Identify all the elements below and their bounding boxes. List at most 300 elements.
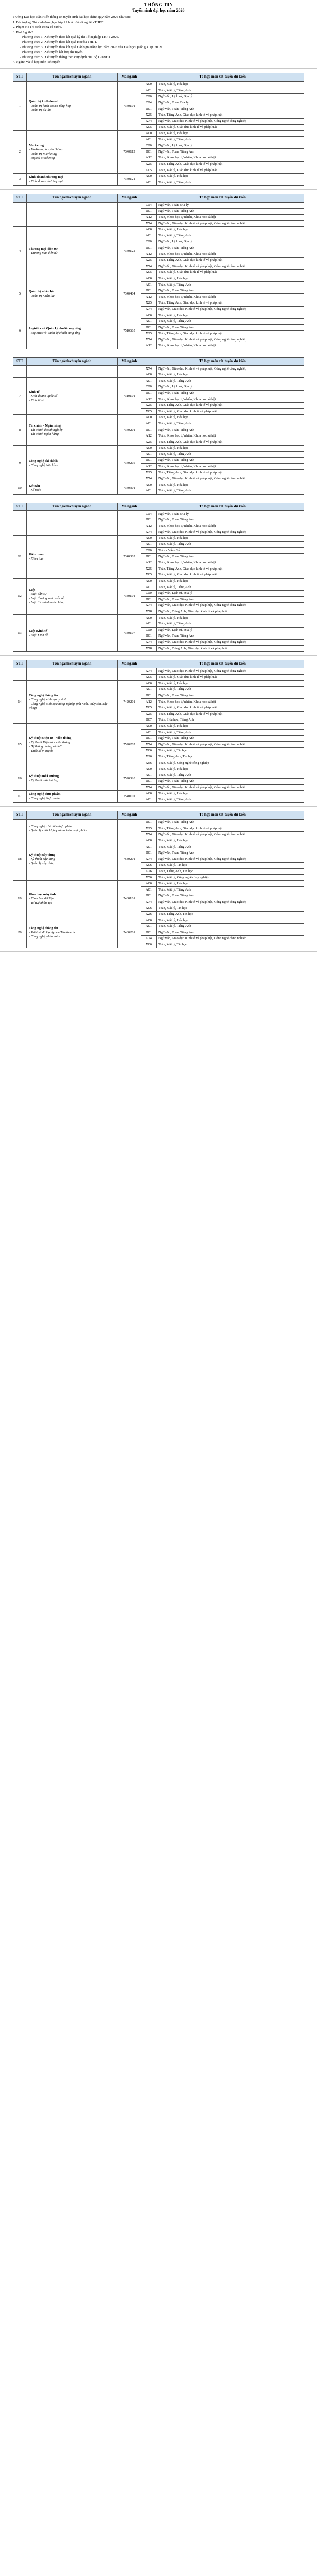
combo-subjects: Ngữ văn, Toán, Tiếng Anh xyxy=(157,930,304,936)
major-stt xyxy=(13,366,27,378)
header-stt: STT xyxy=(13,194,27,202)
combo-subjects: Toán, Vật lý, Hóa học xyxy=(157,615,304,621)
combo-code: D01 xyxy=(141,819,157,826)
combo-subjects: Toán, Vật lý, Tiếng Anh xyxy=(157,451,304,458)
specialization: - Công nghệ chế biến thực phẩm xyxy=(29,824,73,828)
combo-code: D01 xyxy=(141,850,157,856)
major-name: Công nghệ thông tin xyxy=(29,693,58,697)
combo-code: D01 xyxy=(141,245,157,251)
table-row xyxy=(13,202,304,209)
table-header-row xyxy=(13,660,304,668)
combo-subjects: Ngữ văn, Giáo dục Kinh tế và pháp luật, Công nghệ công nghiệp xyxy=(157,118,304,125)
combo-subjects: Toán, Vật lý, Hóa học xyxy=(157,372,304,378)
table-row xyxy=(13,680,304,687)
combo-code: X25 xyxy=(141,711,157,717)
combo-subjects: Ngữ văn, Toán, Địa lý xyxy=(157,511,304,517)
major-stt: 10 xyxy=(13,482,27,494)
combo-subjects: Toán, Vật lý, Hóa học xyxy=(157,276,304,282)
header-major: Tên ngành/chuyên ngành xyxy=(27,194,118,202)
combo-code: X06 xyxy=(141,905,157,912)
combo-subjects: Toán, Vật lý, Giáo dục kinh tế và pháp luật xyxy=(157,270,304,276)
combo-subjects: Ngữ văn, Toán, Tiếng Anh xyxy=(157,458,304,464)
combo-code: A01 xyxy=(141,282,157,288)
combo-code: A00 xyxy=(141,535,157,542)
combo-code: D01 xyxy=(141,288,157,294)
specialization: - Quản trị Marketing xyxy=(29,151,57,156)
combo-subjects: Ngữ văn, Giáo dục Kinh tế và pháp luật, Công nghệ công nghiệp xyxy=(157,899,304,905)
combo-subjects: Ngữ văn, Toán, Tiếng Anh xyxy=(157,517,304,523)
combo-code: X74 xyxy=(141,668,157,675)
combo-code: A12 xyxy=(141,560,157,566)
combo-subjects: Ngữ văn, Giáo dục Kinh tế và pháp luật, Công nghệ công nghiệp xyxy=(157,366,304,372)
major-cell xyxy=(27,838,118,880)
combo-code: X74 xyxy=(141,306,157,312)
table-page xyxy=(0,353,317,498)
major-code xyxy=(118,366,141,378)
major-name: Tài chính - Ngân hàng xyxy=(29,423,61,428)
major-cell xyxy=(27,819,118,838)
combo-code: A01 xyxy=(141,844,157,850)
major-name: Kỹ thuật Điện tử - Viễn thông xyxy=(29,736,72,740)
major-name: Công nghệ tài chính xyxy=(29,459,58,463)
major-cell xyxy=(27,766,118,790)
combo-code: A01 xyxy=(141,542,157,548)
combo-code: C04 xyxy=(141,511,157,517)
table-page xyxy=(0,498,317,656)
combo-subjects: Toán, Vật lý, Hóa học xyxy=(157,173,304,179)
table-row xyxy=(13,917,304,924)
combo-code: A12 xyxy=(141,214,157,221)
combo-subjects: Ngữ văn, Giáo dục Kinh tế và pháp luật, Công nghệ công nghiệp xyxy=(157,476,304,482)
header-combo: Tổ hợp môn xét tuyển dự kiến xyxy=(141,194,304,202)
major-cell xyxy=(27,791,118,803)
table-row xyxy=(13,535,304,542)
combo-subjects: Ngữ văn, Toán, Tiếng Anh xyxy=(157,779,304,785)
combo-subjects: Toán, Vật lý, Hóa học xyxy=(157,917,304,924)
table-row xyxy=(13,130,304,137)
major-cell xyxy=(27,378,118,415)
combo-subjects: Toán, Vật lý, Tiếng Anh xyxy=(157,233,304,239)
combo-code: X25 xyxy=(141,402,157,409)
combo-subjects: Ngữ văn, Giáo dục Kinh tế và pháp luật, Công nghệ công nghiệp xyxy=(157,784,304,791)
major-cell xyxy=(27,615,118,652)
header-combo: Tổ hợp môn xét tuyển dự kiến xyxy=(141,660,304,668)
table-row xyxy=(13,668,304,675)
major-name: Quản trị nhân lực xyxy=(29,289,55,293)
combo-code: D01 xyxy=(141,693,157,699)
combo-code: A12 xyxy=(141,396,157,403)
specialization: - Luật thương mại quốc tế xyxy=(29,596,64,601)
combo-code: X74 xyxy=(141,118,157,125)
major-code: 7520320 xyxy=(118,766,141,790)
major-code: 7340115 xyxy=(118,130,141,173)
major-cell xyxy=(27,415,118,446)
combo-subjects: Toán, Tiếng Anh, Giáo dục kinh tế và pháp luật xyxy=(157,439,304,446)
combo-code: X74 xyxy=(141,639,157,646)
combo-subjects: Toán, Vật lý, Giáo dục kinh tế và pháp luật xyxy=(157,125,304,131)
combo-code: X25 xyxy=(141,161,157,167)
combo-subjects: Toán, Tiếng Anh, Giáo dục kinh tế và pháp luật xyxy=(157,257,304,263)
combo-subjects: Ngữ văn, Toán, Địa lý xyxy=(157,100,304,106)
combo-subjects: Toán, Vật lý, Hóa học xyxy=(157,415,304,421)
major-tables xyxy=(0,69,317,952)
combo-code: A00 xyxy=(141,723,157,730)
combo-subjects: Toán, Khoa học tự nhiên, Khoa học xã hội xyxy=(157,396,304,403)
header-combo: Tổ hợp môn xét tuyển dự kiến xyxy=(141,503,304,510)
specialization: - Marketing truyền thông xyxy=(29,147,63,151)
combo-code: X25 xyxy=(141,300,157,307)
combo-code: C00 xyxy=(141,94,157,100)
combo-code: X05 xyxy=(141,705,157,711)
intro-item: 3. Phương thức: xyxy=(13,30,35,34)
major-code: 7340101 xyxy=(118,81,141,130)
combo-subjects: Toán, Khoa học tự nhiên, Khoa học xã hội xyxy=(157,214,304,221)
major-code: 7340301 xyxy=(118,482,141,494)
combo-code: D01 xyxy=(141,554,157,560)
major-cell xyxy=(27,130,118,173)
major-cell xyxy=(27,511,118,535)
intro-item: - Phương thức 5: Xét tuyển thẳng theo quy định của Bộ GD&ĐT. xyxy=(20,55,111,59)
combo-subjects: Toán, Vật lý, Tiếng Anh xyxy=(157,844,304,850)
combo-subjects: Toán, Khoa học tự nhiên, Khoa học xã hội xyxy=(157,523,304,529)
admission-document xyxy=(0,0,317,952)
major-code: 7340205 xyxy=(118,445,141,482)
combo-code: A00 xyxy=(141,226,157,233)
combo-code: A12 xyxy=(141,251,157,258)
majors-table xyxy=(13,73,304,186)
combo-code: X74 xyxy=(141,742,157,748)
specialization: - Khoa học dữ liệu xyxy=(29,897,54,901)
combo-code: D01 xyxy=(141,427,157,433)
specialization: - Thương mại điện tử xyxy=(29,251,58,255)
combo-code: C00 xyxy=(141,143,157,149)
table-header-row xyxy=(13,503,304,510)
header-code: Mã ngành xyxy=(118,357,141,365)
combo-code: X06 xyxy=(141,748,157,754)
specialization: - Kinh doanh quốc tế xyxy=(29,394,57,398)
table-header-row xyxy=(13,357,304,365)
combo-code: A01 xyxy=(141,687,157,693)
header-major: Tên ngành/chuyên ngành xyxy=(27,660,118,668)
majors-table xyxy=(13,357,304,495)
major-stt: 19 xyxy=(13,880,27,917)
combo-subjects: Toán, Vật lý, Hóa học xyxy=(157,445,304,451)
intro-item: 2. Phạm vi: Thí sinh trong cả nước. xyxy=(13,25,62,30)
combo-code: A00 xyxy=(141,372,157,378)
combo-code: A01 xyxy=(141,797,157,803)
specialization: - Quản trị nhân lực xyxy=(29,293,55,298)
combo-subjects: Toán, Vật lý, Tin học xyxy=(157,863,304,869)
header-major: Tên ngành/chuyên ngành xyxy=(27,357,118,365)
combo-code: A00 xyxy=(141,615,157,621)
combo-code: X05 xyxy=(141,572,157,579)
combo-code: D07 xyxy=(141,717,157,724)
major-cell xyxy=(27,276,118,312)
combo-subjects: Toán, Vật lý, Giáo dục kinh tế và pháp luật xyxy=(157,572,304,579)
major-stt xyxy=(13,511,27,535)
header-code: Mã ngành xyxy=(118,194,141,202)
combo-code: X74 xyxy=(141,936,157,942)
combo-subjects: Toán, Vật lý, Tiếng Anh xyxy=(157,730,304,736)
combo-code: X74 xyxy=(141,337,157,343)
notice-intro xyxy=(0,0,317,69)
combo-subjects: Toán, Vật lý, Hóa học xyxy=(157,482,304,488)
combo-code: X74 xyxy=(141,603,157,609)
header-stt: STT xyxy=(13,357,27,365)
combo-subjects: Toán, Vật lý, Tiếng Anh xyxy=(157,318,304,325)
major-stt: 16 xyxy=(13,766,27,790)
specialization: - Kinh tế số xyxy=(29,398,44,402)
intro-paragraph: Trường Đại học Văn Hiến thông tin tuyển sinh đại học chính quy năm 2026 như sau: xyxy=(13,15,131,20)
combo-code: A01 xyxy=(141,730,157,736)
header-combo: Tổ hợp môn xét tuyển dự kiến xyxy=(141,811,304,819)
major-stt: 13 xyxy=(13,615,27,652)
combo-subjects: Ngữ văn, Giáo dục Kinh tế và pháp luật, Công nghệ công nghiệp xyxy=(157,529,304,536)
major-code: 7340122 xyxy=(118,226,141,276)
combo-code: A00 xyxy=(141,312,157,319)
table-row xyxy=(13,366,304,372)
combo-subjects: Toán, Vật lý, Tiếng Anh xyxy=(157,421,304,427)
combo-code: X06 xyxy=(141,863,157,869)
combo-subjects: Ngữ văn, Giáo dục Kinh tế và pháp luật, Công nghệ công nghiệp xyxy=(157,936,304,942)
combo-code: A00 xyxy=(141,130,157,137)
combo-subjects: Ngữ văn, Toán, Tiếng Anh xyxy=(157,633,304,640)
combo-code: C04 xyxy=(141,202,157,209)
major-stt xyxy=(13,668,27,680)
combo-subjects: Toán, Khoa học tự nhiên, Khoa học xã hội xyxy=(157,251,304,258)
combo-code: A01 xyxy=(141,924,157,930)
specialization: - Thiết kế vi mạch xyxy=(29,749,53,753)
major-code: 7340121 xyxy=(118,173,141,185)
major-name: Công nghệ thông tin xyxy=(29,926,58,930)
table-row xyxy=(13,415,304,421)
combo-code: A12 xyxy=(141,433,157,439)
combo-code: A01 xyxy=(141,887,157,893)
major-cell xyxy=(27,226,118,276)
major-cell xyxy=(27,917,118,948)
specialization: - Hệ thống nhúng và IoT xyxy=(29,744,62,749)
combo-subjects: Toán, Tiếng Anh, Giáo dục kinh tế và pháp luật xyxy=(157,826,304,832)
table-row xyxy=(13,378,304,384)
major-cell xyxy=(27,366,118,378)
combo-subjects: Toán, Vật lý, Tiếng Anh xyxy=(157,88,304,94)
combo-subjects: Toán, Tiếng Anh, Giáo dục kinh tế và pháp luật xyxy=(157,161,304,167)
combo-code: A01 xyxy=(141,137,157,143)
intro-item: 4. Ngành và tổ hợp môn xét tuyển xyxy=(13,60,60,64)
combo-subjects: Ngữ văn, Toán, Tiếng Anh xyxy=(157,596,304,603)
combo-code: D01 xyxy=(141,596,157,603)
combo-subjects: Ngữ văn, Toán, Tiếng Anh xyxy=(157,819,304,826)
combo-subjects: Toán, Khoa học tự nhiên, Khoa học xã hội xyxy=(157,463,304,470)
combo-code: X74 xyxy=(141,366,157,372)
combo-subjects: Toán, Vật lý, Giáo dục kinh tế và pháp luật xyxy=(157,167,304,174)
combo-subjects: Ngữ văn, Lịch sử, Địa lý xyxy=(157,384,304,391)
table-page xyxy=(0,190,317,353)
combo-subjects: Ngữ văn, Toán, Tiếng Anh xyxy=(157,735,304,742)
combo-subjects: Ngữ văn, Tiếng Anh, Giáo dục kinh tế và pháp luật xyxy=(157,609,304,615)
major-code: 7340302 xyxy=(118,535,141,578)
major-name: Kinh doanh thương mại xyxy=(29,175,63,179)
header-major: Tên ngành/chuyên ngành xyxy=(27,503,118,510)
header-stt: STT xyxy=(13,811,27,819)
specialization: - Quản trị kinh doanh tổng hợp xyxy=(29,103,71,108)
combo-code: A01 xyxy=(141,584,157,591)
specialization: - Quản trị dự án xyxy=(29,108,51,112)
combo-subjects: Toán, Tiếng Anh, Tin học xyxy=(157,754,304,760)
combo-subjects: Toán, Vật lý, Tiếng Anh xyxy=(157,924,304,930)
combo-subjects: Ngữ văn, Giáo dục Kinh tế và pháp luật, Công nghệ công nghiệp xyxy=(157,856,304,863)
table-row xyxy=(13,276,304,282)
specialization: - Digital Marketing xyxy=(29,156,55,160)
combo-code: X74 xyxy=(141,476,157,482)
combo-code: A00 xyxy=(141,276,157,282)
combo-subjects: Ngữ văn, Toán, Tiếng Anh xyxy=(157,149,304,155)
specialization: - Kế toán xyxy=(29,488,41,492)
combo-subjects: Ngữ văn, Lịch sử, Địa lý xyxy=(157,143,304,149)
combo-subjects: Toán, Tiếng Anh, Giáo dục kinh tế và pháp luật xyxy=(157,331,304,337)
table-row xyxy=(13,312,304,319)
combo-subjects: Toán, Vật lý, Tiếng Anh xyxy=(157,542,304,548)
combo-subjects: Toán, Vật lý, Tiếng Anh xyxy=(157,621,304,627)
combo-subjects: Toán, Vật lý, Giáo dục kinh tế và pháp luật xyxy=(157,674,304,680)
specialization: - Công nghệ phần mềm xyxy=(29,934,60,939)
combo-code: X05 xyxy=(141,125,157,131)
major-code xyxy=(118,202,141,226)
combo-code: D01 xyxy=(141,325,157,331)
specialization: - Logistics và Quản lý chuỗi cung ứng xyxy=(29,330,80,335)
combo-subjects: Toán, Vật lý, Tiếng Anh xyxy=(157,887,304,893)
combo-code: D01 xyxy=(141,209,157,215)
intro-item: - Phương thức 3: Xét tuyển theo kết quả Đánh giá năng lực năm 2026 của Đại học Quốc gia Tp. HCM. xyxy=(20,45,164,49)
header-stt: STT xyxy=(13,73,27,81)
specialization: - Kỹ thuật xây dựng xyxy=(29,857,55,861)
major-code: 7380107 xyxy=(118,615,141,652)
major-stt: 8 xyxy=(13,415,27,446)
combo-subjects: Ngữ văn, Toán, Tiếng Anh xyxy=(157,106,304,112)
specialization: - Công nghệ tài chính xyxy=(29,463,58,468)
major-code xyxy=(118,668,141,680)
combo-subjects: Toán, Vật lý, Hóa học xyxy=(157,880,304,887)
combo-subjects: Toán, Vật lý, Tin học xyxy=(157,905,304,912)
combo-subjects: Toán, Khoa học tự nhiên, Khoa học xã hội xyxy=(157,343,304,349)
table-row xyxy=(13,819,304,826)
major-cell xyxy=(27,173,118,185)
major-name: Kỹ thuật xây dựng xyxy=(29,853,56,857)
major-stt: 5 xyxy=(13,276,27,312)
combo-code: D01 xyxy=(141,458,157,464)
combo-subjects: Toán, Vật lý, Tiếng Anh xyxy=(157,282,304,288)
combo-subjects: Ngữ văn, Giáo dục Kinh tế và pháp luật, Công nghệ công nghiệp xyxy=(157,221,304,227)
major-name: Thương mại điện tử xyxy=(29,247,58,251)
major-name: Khoa học máy tính xyxy=(29,893,57,897)
header-combo: Tổ hợp môn xét tuyển dự kiến xyxy=(141,73,304,81)
header-major: Tên ngành/chuyên ngành xyxy=(27,73,118,81)
combo-subjects: Ngữ văn, Toán, Tiếng Anh xyxy=(157,554,304,560)
specialization: - Trí tuệ nhân tạo xyxy=(29,901,52,905)
combo-subjects: Ngữ văn, Giáo dục Kinh tế và pháp luật, Công nghệ công nghiệp xyxy=(157,668,304,675)
major-cell xyxy=(27,482,118,494)
combo-subjects: Toán, Vật lý, Giáo dục kinh tế và pháp luật xyxy=(157,705,304,711)
header-code: Mã ngành xyxy=(118,811,141,819)
major-cell xyxy=(27,312,118,349)
combo-code: A12 xyxy=(141,343,157,349)
combo-code: A12 xyxy=(141,294,157,300)
combo-code: X56 xyxy=(141,875,157,881)
specialization: - Kỹ thuật môi trường xyxy=(29,778,58,782)
combo-code: D01 xyxy=(141,930,157,936)
combo-subjects: Ngữ văn, Lịch sử, Địa lý xyxy=(157,239,304,245)
combo-code: X25 xyxy=(141,470,157,476)
major-code: 7480101 xyxy=(118,880,141,917)
combo-subjects: Ngữ văn, Toán, Tiếng Anh xyxy=(157,245,304,251)
combo-subjects: Toán, Vật lý, Công nghệ công nghiệp xyxy=(157,760,304,766)
combo-subjects: Toán, Vật lý, Hóa học xyxy=(157,838,304,844)
combo-subjects: Toán, Tiếng Anh, Giáo dục kinh tế và pháp luật xyxy=(157,112,304,118)
major-stt: 18 xyxy=(13,838,27,880)
combo-subjects: Toán, Tiếng Anh, Tin học xyxy=(157,911,304,917)
combo-code: A00 xyxy=(141,880,157,887)
major-name: Kế toán xyxy=(29,484,40,488)
combo-subjects: Toán, Vật lý, Hóa học xyxy=(157,535,304,542)
major-name: Kỹ thuật môi trường xyxy=(29,774,59,778)
majors-table xyxy=(13,503,304,652)
table-row xyxy=(13,723,304,730)
combo-code: A00 xyxy=(141,766,157,772)
major-stt: 2 xyxy=(13,130,27,173)
combo-code: A00 xyxy=(141,81,157,88)
major-stt: 14 xyxy=(13,680,27,723)
combo-code: D01 xyxy=(141,106,157,112)
combo-code: X74 xyxy=(141,784,157,791)
major-name: Công nghệ thực phẩm xyxy=(29,792,61,797)
combo-subjects: Ngữ văn, Toán, Tiếng Anh xyxy=(157,893,304,899)
combo-code: C00 xyxy=(141,627,157,633)
combo-subjects: Ngữ văn, Giáo dục Kinh tế và pháp luật, Công nghệ công nghiệp xyxy=(157,639,304,646)
major-cell xyxy=(27,723,118,766)
major-name: Luật xyxy=(29,588,36,592)
combo-subjects: Toán, Vật lý, Tin học xyxy=(157,942,304,948)
combo-subjects: Toán, Vật lý, Tiếng Anh xyxy=(157,378,304,384)
combo-subjects: Toán, Vật lý, Hóa học xyxy=(157,766,304,772)
majors-table xyxy=(13,811,304,948)
combo-code: A01 xyxy=(141,179,157,186)
combo-code: A12 xyxy=(141,699,157,705)
combo-code: X74 xyxy=(141,221,157,227)
combo-code: X78 xyxy=(141,646,157,652)
table-row xyxy=(13,173,304,179)
table-header-row xyxy=(13,811,304,819)
major-stt: 11 xyxy=(13,535,27,578)
document-subtitle: Tuyển sinh đại học năm 2026 xyxy=(132,8,185,13)
combo-code: X26 xyxy=(141,868,157,875)
major-code: 7420201 xyxy=(118,680,141,723)
combo-code: D01 xyxy=(141,517,157,523)
combo-subjects: Ngữ văn, Lịch sử, Địa lý xyxy=(157,94,304,100)
combo-code: X25 xyxy=(141,257,157,263)
table-row xyxy=(13,511,304,517)
major-cell xyxy=(27,202,118,226)
specialization: - Kinh doanh thương mại xyxy=(29,179,63,183)
major-stt: 9 xyxy=(13,445,27,482)
major-code: 7540101 xyxy=(118,791,141,803)
combo-code: A00 xyxy=(141,791,157,797)
major-code: 7520207 xyxy=(118,723,141,766)
combo-subjects: Toán, Vật lý, Giáo dục kinh tế và pháp luật xyxy=(157,409,304,415)
combo-code: A00 xyxy=(141,838,157,844)
combo-subjects: Toán, Tiếng Anh, Giáo dục kinh tế và pháp luật xyxy=(157,566,304,572)
table-row xyxy=(13,445,304,451)
major-stt: 3 xyxy=(13,173,27,185)
